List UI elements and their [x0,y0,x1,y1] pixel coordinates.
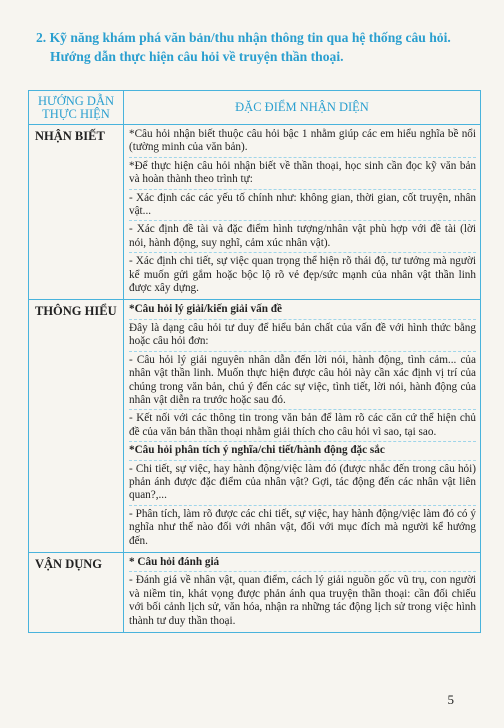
row-content [124,125,481,300]
row-label: THÔNG HIỂU [29,300,124,553]
dashed-divider [129,460,476,461]
content-paragraph: *Để thực hiện câu hỏi nhận biết về thần thoại, học sinh cần đọc kỹ văn bản và hoàn thành theo trình tự: [129,159,476,186]
heading-line-2: Hướng dẫn thực hiện câu hỏi về truyện thần thoại. [50,49,344,64]
section-heading [36,28,476,66]
dashed-divider [129,409,476,410]
dashed-divider [129,252,476,253]
content-paragraph: - Kết nối với các thông tin trong văn bản để làm rõ các căn cứ thể hiện chủ đề của văn bản thần thoại nhằm giải thích cho câu hỏi vì sao, tại sao. [129,412,476,438]
dashed-divider [129,441,476,442]
table-row-thong-hieu [29,300,481,553]
table-header-row [29,91,481,125]
content-paragraph: - Câu hỏi lý giải nguyên nhân dẫn đến lời nói, hành động, tình cảm... của nhân vật thần linh. Muốn thực hiện được câu hỏi này cần xác định vị trí của chúng trong văn bản, chú ý đến các sự việc, tình tiết, lời nói, hành động của nhân vật diễn ra trước hoặc sau đó. [129,353,476,406]
row-label: NHẬN BIẾT [29,125,124,300]
dashed-divider [129,157,476,158]
dashed-divider [129,189,476,190]
content-paragraph: - Xác định chi tiết, sự việc quan trọng thể hiện rõ thái độ, tư tưởng mà người kể muốn gửi gắm hoặc bộc lộ rõ vẻ đẹp/sức mạnh của nhân vật thần linh được xây dựng. [129,255,476,295]
table-row-nhan-biet [29,125,481,300]
row-content [124,552,481,632]
table-row-van-dung [29,552,481,632]
content-subheading: *Câu hỏi lý giải/kiến giải vấn đề [129,303,282,316]
content-paragraph: - Chi tiết, sự việc, hay hành động/việc làm đó (được nhắc đến trong câu hỏi) phản ánh được đặc điểm của nhân vật? Gợi, tác động đến các nhân vật liên quan?,... [129,462,476,502]
question-guide-table [28,90,481,633]
content-paragraph: - Đánh giá về nhân vật, quan điểm, cách lý giải nguồn gốc vũ trụ, con người và niềm tin, khát vọng được phản ánh qua truyện thần thoại: cần đối chiếu với bối cảnh lịch sử, văn hóa, nhận ra những tác động lịch sử trong việc hình thành tư duy thần thoại. [129,574,476,627]
dashed-divider [129,220,476,221]
heading-line-1: 2. Kỹ năng khám phá văn bản/thu nhận thông tin qua hệ thống câu hỏi. [36,30,451,45]
col-header-features: ĐẶC ĐIỂM NHẬN DIỆN [124,91,481,125]
content-paragraph: - Xác định đề tài và đặc điểm hình tượng/nhân vật phù hợp với đề tài (lời nói, hành động, suy nghĩ, cảm xúc nhân vật). [129,223,476,249]
dashed-divider [129,505,476,506]
content-paragraph: - Phân tích, làm rõ được các chi tiết, sự việc, hay hành động/việc làm đó có ý nghĩa như thế nào đối với nhân vật, đối với mục đích mà người kể hướng đến. [129,507,476,547]
content-paragraph: *Câu hỏi nhận biết thuộc câu hỏi bậc 1 nhằm giúp các em hiểu nghĩa bề nổi (tường minh của văn bản). [129,128,476,154]
col-header-guide: HƯỚNG DẪN THỰC HIỆN [29,91,124,125]
dashed-divider [129,571,476,572]
dashed-divider [129,319,476,320]
content-subheading: * Câu hỏi đánh giá [129,555,220,568]
content-paragraph: - Xác định các các yếu tố chính như: không gian, thời gian, cốt truyện, nhân vật... [129,191,476,218]
page-number: 5 [447,692,454,707]
row-label: VẬN DỤNG [29,552,124,632]
content-subheading: *Câu hỏi phân tích ý nghĩa/chi tiết/hành động đặc sắc [129,444,385,457]
content-paragraph: Đây là dạng câu hỏi tư duy để hiểu bản chất của vấn đề với hình thức bằng hoặc câu hỏi đơn: [129,321,476,348]
dashed-divider [129,351,476,352]
row-content [124,300,481,553]
